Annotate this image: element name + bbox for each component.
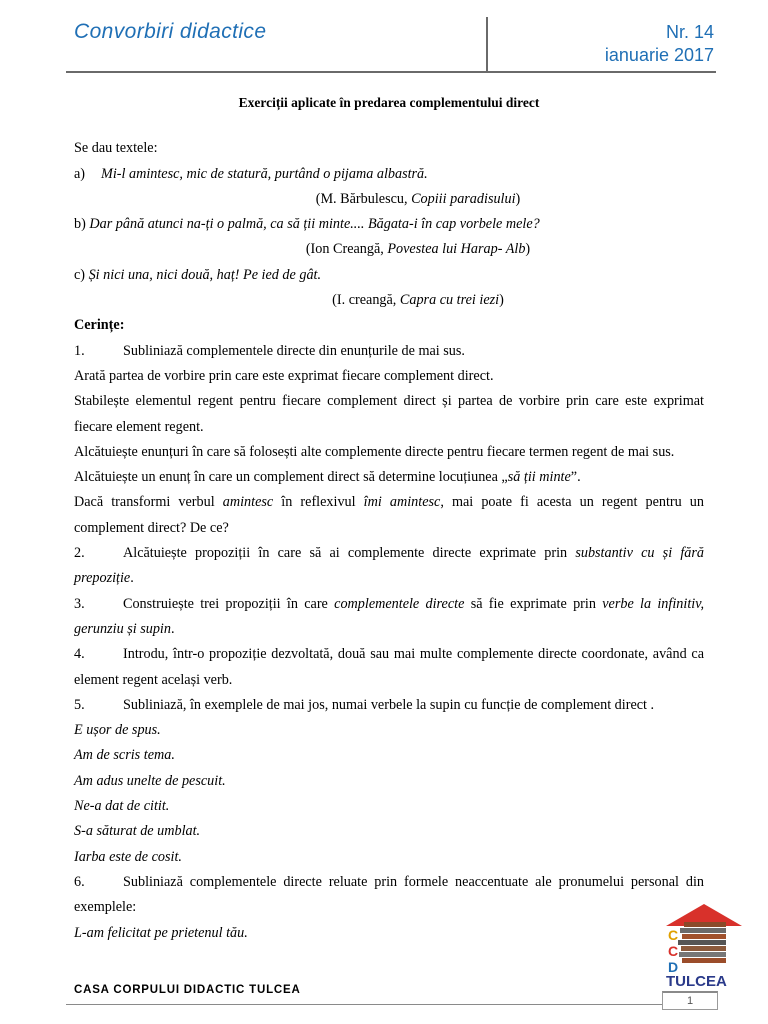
logo-book (681, 946, 726, 951)
requirement-1-sub-5-text-a: Dacă transformi verbul (74, 494, 223, 511)
requirement-6-number: 6. (74, 873, 85, 890)
requirement-3-end: . (170, 620, 175, 637)
text-a (74, 162, 704, 187)
requirement-1-sub-4 (74, 465, 704, 490)
requirement-5-example: Ne-a dat de citit. (74, 798, 170, 815)
issue-date: ianuarie 2017 (604, 45, 714, 65)
requirement-1 (74, 339, 704, 364)
requirement-4-text: Introdu, într-o propoziție dezvoltată, două sau mai multe complemente directe coordonate, având ca element regent același verb. (74, 646, 704, 688)
logo-letter-c2: C (668, 943, 679, 959)
text-c-work: Capra cu trei iezi (399, 292, 500, 309)
requirement-5-example: Iarba este de cosit. (74, 848, 182, 865)
requirement-2-number: 2. (74, 545, 85, 562)
text-b-label: b) (74, 216, 86, 233)
requirement-3-number: 3. (74, 595, 85, 612)
text-a-work: Copiii paradisului (411, 190, 516, 207)
text-b-source (74, 237, 704, 262)
requirement-2-end: . (130, 570, 134, 587)
text-b-work: Povestea lui Harap- Alb (387, 241, 526, 258)
footer-institution: CASA CORPULUI DIDACTIC TULCEA (74, 984, 301, 996)
requirement-5-example: Am de scris tema. (74, 747, 175, 764)
requirement-3 (74, 592, 704, 643)
requirement-1-sub-5-text-c: , mai poate fi acesta un regent pentru un complement direct? De ce? (74, 494, 704, 536)
requirement-1-sub-5-text-b: în reflexivul (273, 494, 364, 511)
header-divider-horizontal (66, 71, 716, 73)
requirement-1-sub-3: Alcătuiește enunțuri în care să folosești alte complemente directe pentru fiecare termen regent de mai sus. (74, 443, 675, 460)
requirement-3-emphasis-2: verbe la infinitiv, gerunziu și supin (74, 595, 704, 637)
page-number: 1 (662, 991, 718, 1010)
requirement-5-number: 5. (74, 696, 85, 713)
logo-letter-c1: C (668, 927, 679, 943)
header-divider-vertical (486, 17, 488, 72)
requirement-2-emphasis: substantiv cu și fără prepoziție (74, 545, 704, 587)
requirement-1-sub-4-text: Alcătuiește un enunț în care un complement direct să determine locuțiunea „ (74, 469, 508, 486)
text-c (74, 263, 704, 288)
text-c-close: ) (499, 292, 504, 309)
requirement-6-example: L-am felicitat pe prietenul tău. (74, 924, 248, 941)
requirement-1-sub-5-verb: amintesc (222, 494, 274, 511)
issue-number: Nr. 14 (665, 22, 714, 42)
journal-title: Convorbiri didactice (74, 20, 267, 43)
text-a-label: a) (74, 165, 86, 182)
requirement-4 (74, 642, 704, 693)
requirement-6-text: Subliniază complementele directe reluate prin formele neaccentuate ale pronumelui personal din exemplele: (74, 873, 704, 916)
text-a-author: (M. Bărbulescu, (315, 190, 412, 207)
requirement-5-example: E ușor de spus. (74, 722, 161, 739)
requirements-heading: Cerințe: (74, 317, 125, 334)
requirement-3-text-a: Construiește trei propoziții în care (123, 595, 335, 612)
logo-book (682, 958, 726, 963)
requirement-2-text: Alcătuiește propoziții în care să ai complemente directe exprimate prin (123, 545, 576, 562)
text-c-label: c) (74, 266, 86, 283)
text-b-close: ) (525, 241, 531, 258)
logo-book (684, 922, 726, 927)
text-c-author: (I. creangă, (332, 292, 400, 309)
requirement-1-sub-5 (74, 490, 704, 541)
requirement-5 (74, 693, 704, 718)
text-c-quote: Și nici una, nici două, haț! Pe ied de gât. (88, 266, 322, 283)
requirement-5-example: Am adus unelte de pescuit. (74, 772, 226, 789)
logo-book (679, 952, 726, 957)
text-c-source (74, 288, 704, 313)
requirement-1-sub-4-end: ”. (570, 469, 581, 486)
requirement-1-sub-5-reflexive: îmi amintesc (363, 494, 441, 511)
requirement-1-sub-2: Stabilește elementul regent pentru fiecare complement direct și partea de vorbire prin care este exprimat fiecare element regent. (74, 393, 704, 435)
requirement-2 (74, 541, 704, 592)
text-b-quote: Dar până atunci na-ți o palmă, ca să ții minte.... Băgata-i în cap vorbele mele? (89, 216, 540, 233)
ccd-tulcea-logo (658, 900, 742, 990)
article-body (74, 90, 704, 946)
logo-letter-d: D (668, 959, 679, 975)
text-a-source (74, 187, 704, 212)
logo-book (678, 940, 726, 945)
requirement-3-emphasis-1: complementele directe (334, 595, 465, 612)
requirement-4-number: 4. (74, 646, 85, 663)
text-b-author: (Ion Creangă, (305, 241, 388, 258)
footer-divider (66, 1004, 662, 1005)
requirement-5-text: Subliniază, în exemplele de mai jos, numai verbele la supin cu funcție de complement direct . (123, 696, 655, 713)
intro-text: Se dau textele: (74, 140, 158, 157)
requirement-1-sub-1: Arată partea de vorbire prin care este exprimat fiecare complement direct. (74, 367, 494, 384)
text-b (74, 212, 704, 237)
requirement-5-example: S-a săturat de umblat. (74, 823, 201, 840)
requirement-1-number: 1. (74, 342, 85, 359)
logo-tulcea-text: TULCEA (666, 973, 727, 990)
article-title: Exerciții aplicate în predarea complementului direct (238, 95, 540, 110)
logo-book (680, 928, 726, 933)
page-header (0, 0, 768, 75)
text-a-quote: Mi-l amintesc, mic de statură, purtând o pijama albastră. (101, 165, 428, 182)
requirement-3-text-b: să fie exprimate prin (464, 595, 603, 612)
requirement-1-text: Subliniază complementele directe din enunțurile de mai sus. (123, 342, 465, 359)
requirement-1-sub-4-phrase: să ții minte (507, 469, 571, 486)
logo-book (682, 934, 726, 939)
text-a-close: ) (515, 190, 521, 207)
requirement-6 (74, 870, 704, 921)
